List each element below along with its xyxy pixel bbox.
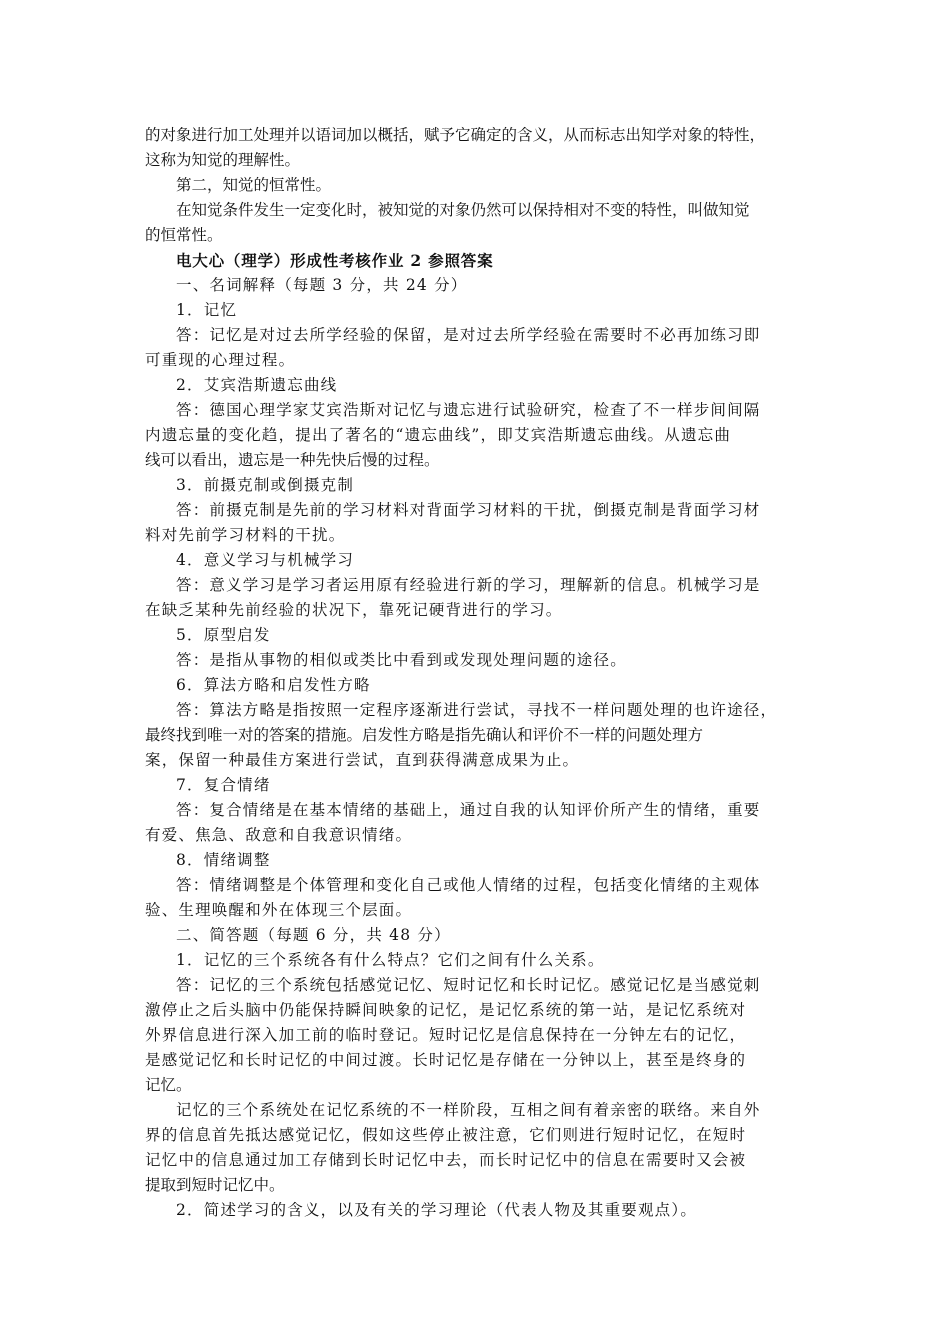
answer-line: 界的信息首先抵达感觉记忆，假如这些停止被注意，它们则进行短时记忆，在短时 [145,1126,747,1144]
answer-line: 答：情绪调整是个体管理和变化自己或他人情绪的过程，包括变化情绪的主观体 [176,876,761,894]
text-line: 的恒常性。 [145,226,223,244]
answer-line: 线可以看出，遗忘是一种先快后慢的过程。 [145,451,440,469]
section-heading: 电大心（理学）形成性考核作业 2 参照答案 [176,251,494,270]
subsection-heading: 一、名词解释（每题 3 分，共 24 分） [176,276,468,294]
answer-line: 答：记忆的三个系统包括感觉记忆、短时记忆和长时记忆。感觉记忆是当感觉刺 [176,976,761,994]
question-title: 1．记忆 [176,301,238,319]
answer-line: 记忆的三个系统处在记忆系统的不一样阶段，互相之间有着亲密的联络。来自外 [176,1101,761,1119]
question-title: 6．算法方略和启发性方略 [176,676,371,694]
question-title: 1．记忆的三个系统各有什么特点？它们之间有什么关系。 [176,951,605,969]
answer-line: 在缺乏某种先前经验的状况下，靠死记硬背进行的学习。 [145,601,563,619]
answer-line: 内遗忘量的变化趋，提出了著名的“遗忘曲线”，即艾宾浩斯遗忘曲线。从遗忘曲 [145,426,732,444]
text-line: 在知觉条件发生一定变化时，被知觉的对象仍然可以保持相对不变的特性，叫做知觉 [176,201,750,219]
text-line: 这称为知觉的理解性。 [145,151,301,169]
answer-line: 记忆中的信息通过加工存储到长时记忆中去，而长时记忆中的信息在需要时又会被 [145,1151,747,1169]
question-title: 2．艾宾浩斯遗忘曲线 [176,376,338,394]
answer-line: 可重现的心理过程。 [145,351,296,369]
answer-line: 记忆。 [145,1076,192,1094]
subsection-heading: 二、简答题（每题 6 分，共 48 分） [176,926,451,944]
answer-line: 料对先前学习材料的干扰。 [145,526,346,544]
answer-line: 最终找到唯一对的答案的措施。启发性方略是指先确认和评价不一样的问题处理方 [145,726,704,744]
answer-line: 答：德国心理学家艾宾浩斯对记忆与遗忘进行试验研究，检查了不一样步间间隔 [176,401,761,419]
answer-line: 答：前摄克制是先前的学习材料对背面学习材料的干扰，倒摄克制是背面学习材 [176,501,761,519]
question-title: 5．原型启发 [176,626,271,644]
answer-line: 答：记忆是对过去所学经验的保留，是对过去所学经验在需要时不必再加练习即 [176,326,761,344]
answer-line: 提取到短时记忆中。 [145,1176,285,1194]
answer-line: 有爱、焦急、敌意和自我意识情绪。 [145,826,413,844]
answer-line: 验、生理唤醒和外在体现三个层面。 [145,901,413,919]
question-title: 7．复合情绪 [176,776,271,794]
answer-line: 案，保留一种最佳方案进行尝试，直到获得满意成果为止。 [145,751,580,769]
question-title: 8．情绪调整 [176,851,271,869]
answer-line: 答：复合情绪是在基本情绪的基础上，通过自我的认知评价所产生的情绪，重要 [176,801,761,819]
answer-line: 外界信息进行深入加工前的临时登记。短时记忆是信息保持在一分钟左右的记忆， [145,1026,747,1044]
question-title: 3．前摄克制或倒摄克制 [176,476,355,494]
answer-line: 激停止之后头脑中仍能保持瞬间映象的记忆，是记忆系统的第一站，是记忆系统对 [145,1001,747,1019]
answer-line: 答：算法方略是指按照一定程序逐渐进行尝试，寻找不一样问题处理的也许途径， [176,701,778,719]
text-line: 的对象进行加工处理并以语词加以概括，赋予它确定的含义，从而标志出知学对象的特性， [145,126,766,144]
text-line: 第二，知觉的恒常性。 [176,176,332,194]
answer-line: 是感觉记忆和长时记忆的中间过渡。长时记忆是存储在一分钟以上，甚至是终身的 [145,1051,747,1069]
question-title: 2．简述学习的含义，以及有关的学习理论（代表人物及其重要观点）。 [176,1201,698,1219]
question-title: 4．意义学习与机械学习 [176,551,355,569]
answer-line: 答：意义学习是学习者运用原有经验进行新的学习，理解新的信息。机械学习是 [176,576,761,594]
answer-line: 答：是指从事物的相似或类比中看到或发现处理问题的途径。 [176,651,627,669]
